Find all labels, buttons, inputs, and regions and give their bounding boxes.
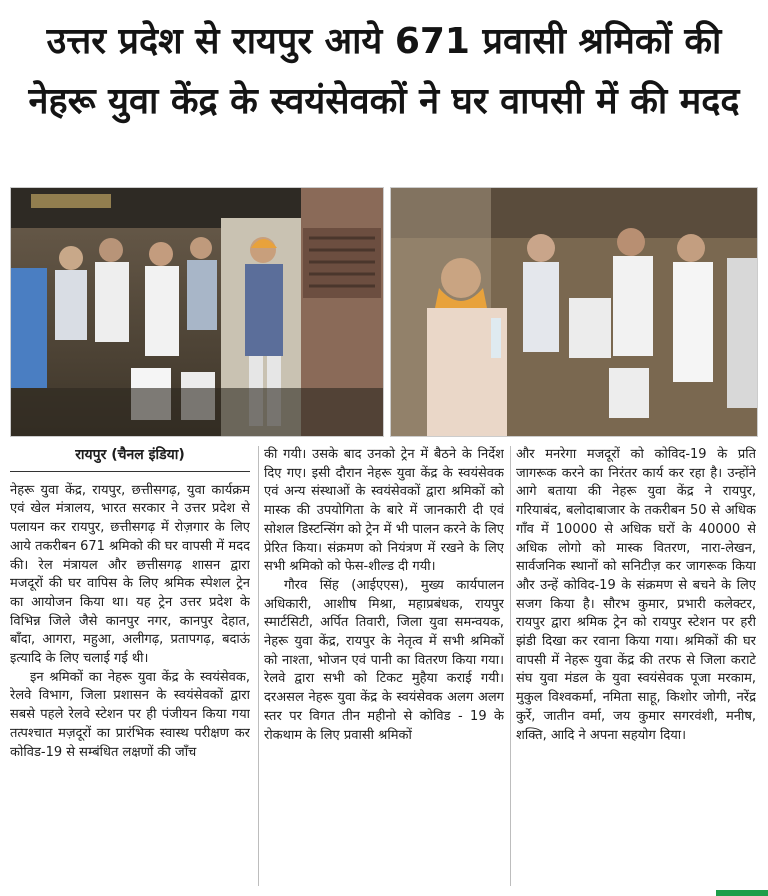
- column-divider: [258, 446, 259, 886]
- article-paragraph: गौरव सिंह (आईएएस), मुख्य कार्यपालन अधिकारी, आशीष मिश्रा, महाप्रबंधक, रायपुर स्मार्टसिटी, अर्पित तिवारी, जिला युवा समन्वयक, नेहरू युवा केंद्र, रायपुर के नेतृत्व में सभी श्रमिकों को नाश्ता, भोजन एवं पानी का वितरण किया गया। रेलवे द्वारा सभी को टिकट मुहैया कराई गयी। दरअसल नेहरू युवा केंद्र के स्वयंसेवक अलग अलग स्तर पर विगत तीन महीनो से कोविड - 19 के रोकथाम के लिए प्रवासी श्रमिकों: [264, 577, 504, 743]
- headline-line-1: उत्तर प्रदेश से रायपुर आये 671 प्रवासी श्रमिकों की: [46, 21, 722, 62]
- article-paragraph: और मनरेगा मजदूरों को कोविद-19 के प्रति जागरूक करने का निरंतर कार्य कर रहा है। उन्होंने आगे बताया की नेहरू युवा केंद्र ने रायपुर, गरियाबंद, बलोदाबाजार के तकरीबन 50 से अधिक गाँव में 10000 से अधिक घरों के 40000 से अधिक लोगो को मास्क वितरण, नारा-लेखन, सार्वजनिक स्थानों को सनिटीज़ कर जागरूक किया और उन्हें कोविद-19 के संक्रमण से बचने के लिए सजग किया है। सौरभ कुमार, प्रभारी कलेक्टर, रायपुर द्वारा श्रमिक ट्रेन को रायपुर स्टेशन पर हरी झंडी दिखा कर रवाना किया गया। श्रमिकों की घर वापसी में नेहरू युवा केंद्र की तरफ से जिला कराटे संघ युवा मंडल के युवा स्वयंसेवक पूजा मरकाम, मुकुल विश्वकर्मा, नमिता साहू, किशोर जोगी, नरेंद्र कुर्रे, जातीन वर्मा, जय कुमार सगरवंशी, मनीष, शक्ति, आदि ने अपना सहयोग दिया।: [516, 447, 756, 743]
- photo-volunteers-at-train: [10, 187, 384, 437]
- accent-bar: [716, 890, 768, 896]
- article-paragraph: इन श्रमिकों का नेहरू युवा केंद्र के स्वयंसेवक, रेलवे विभाग, जिला प्रशासन के स्वयंसेवकों द्वारा सबसे पहले रेलवे स्टेशन पर ही पंजीयन किया गया तत्पश्चात मज़दूरों का प्रारंभिक स्वास्थ परीक्षण कर कोविड-19 से सम्बंधित लक्षणों की जाँच: [10, 669, 250, 760]
- photo-volunteers-at-train-icon: [11, 188, 383, 436]
- article-paragraph: की गयी। उसके बाद उनको ट्रेन में बैठने के निर्देश दिए गए। इसी दौरान नेहरू युवा केंद्र के स्वयंसेवक एवं अन्य संस्थाओं के स्वयंसेवकों द्वारा श्रमिकों को मास्क की उपयोगिता के बारे में जानकारी दी एवं सोशल डिस्टन्सिंग को ट्रेन में भी पालन करने के लिए प्रेरित किया। संक्रमण को नियंत्रण में रखने के लिए सभी श्रमिको को फेस-शील्ड दी गयी।: [264, 447, 504, 575]
- article-column-1: [10, 446, 250, 886]
- article-column-2: [264, 446, 504, 886]
- article-paragraph: नेहरू युवा केंद्र, रायपुर, छत्तीसगढ़, युवा कार्यक्रम एवं खेल मंत्रालय, भारत सरकार ने उत्तर प्रदेश से पलायन कर रायपुर, छत्तीसगढ़ में रोज़गार के लिए आये तकरीबन 671 श्रमिको की घर वापसी में मदद की। रेल मंत्रायल और छत्तीसगढ़ शासन द्वारा मजदूरों की घर वापिस के लिए श्रमिक स्पेशल ट्रेन का आयोजन किया था। यह ट्रेन उत्तर प्रदेश के विभिन्न जिले जैसे कानपुर नगर, कानपुर देहात, बाँदा, आगरा, महुआ, अलीगढ़, प्रतापगढ़, बदाऊं इत्यादि के लिए चलाई गई थी।: [10, 482, 250, 667]
- headline-line-2: नेहरू युवा केंद्र के स्वयंसेवकों ने घर वापसी में की मदद: [28, 81, 740, 122]
- column-divider: [510, 446, 511, 886]
- headline: [0, 18, 768, 126]
- photo-masks-distribution-icon: [391, 188, 757, 436]
- article-column-3: [516, 446, 756, 886]
- dateline: रायपुर (चैनल इंडिया): [10, 446, 250, 472]
- photo-masks-distribution: [390, 187, 758, 437]
